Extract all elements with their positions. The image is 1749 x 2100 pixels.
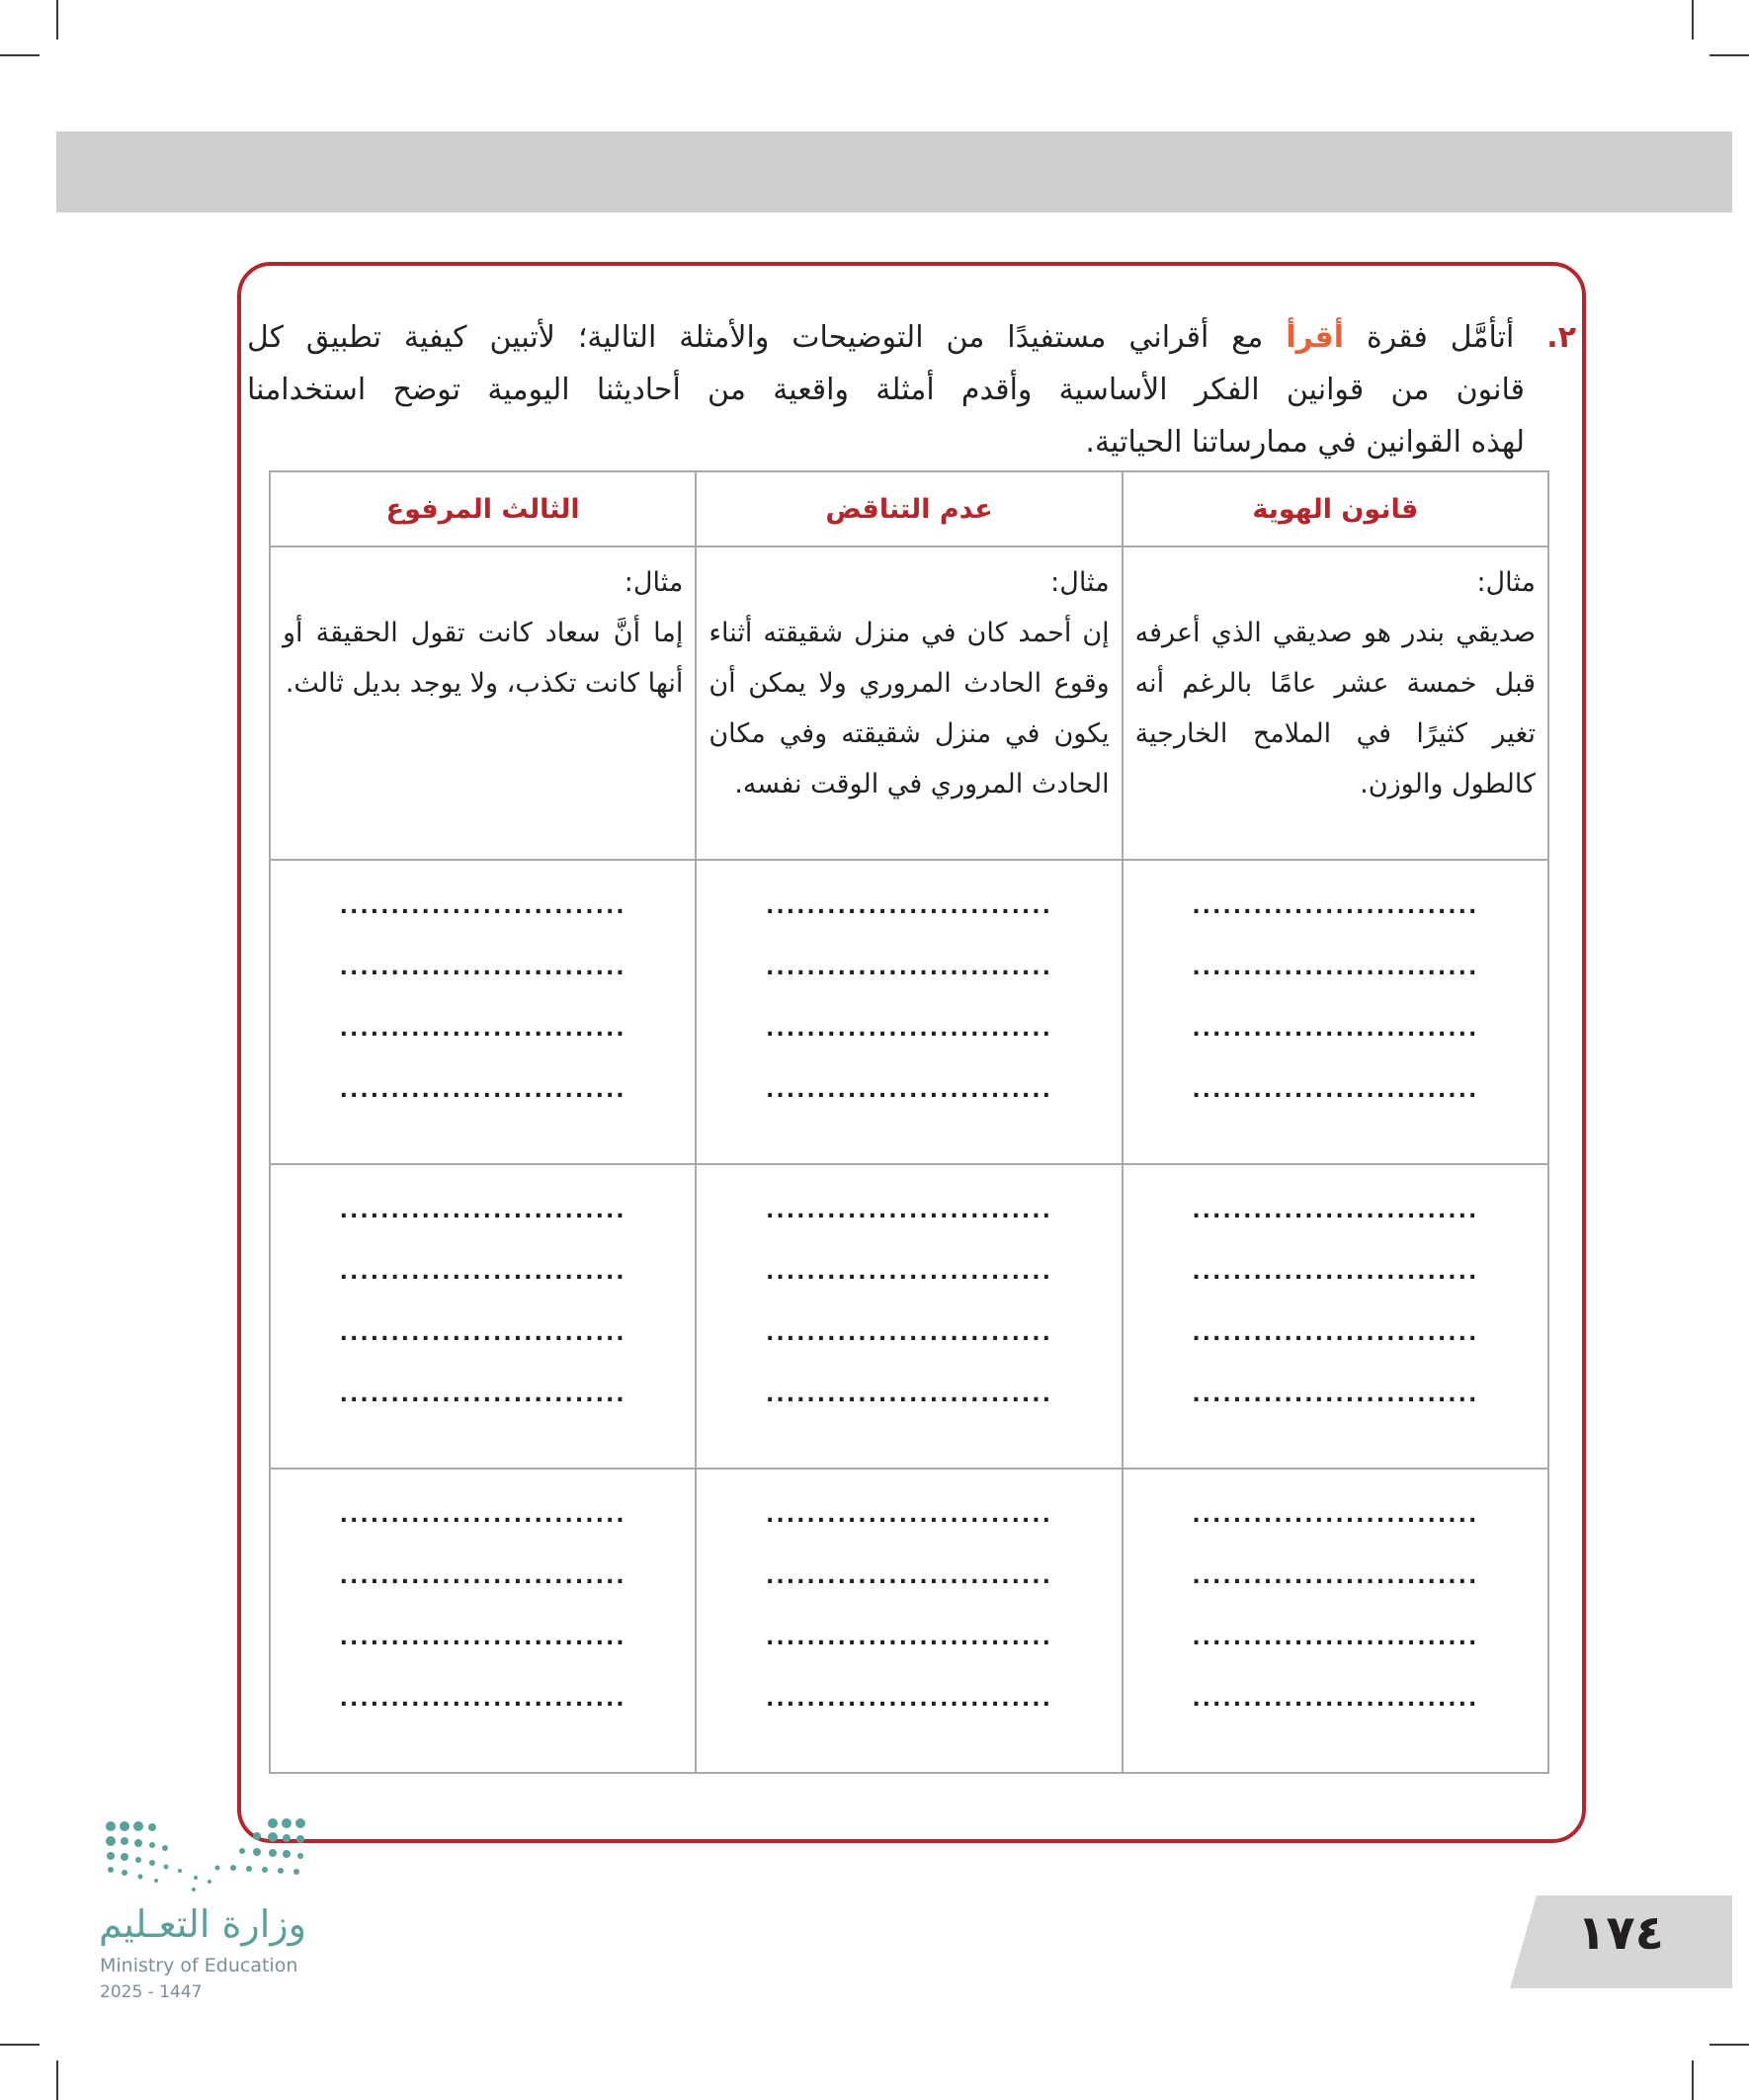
crop-mark	[0, 54, 40, 56]
ministry-name-english: Ministry of Education	[100, 1955, 298, 1976]
answer-line[interactable]: ............................	[1192, 1017, 1479, 1042]
question-line-3: لهذه القوانين في ممارساتنا الحياتية.	[1085, 425, 1525, 460]
answer-line[interactable]: ............................	[339, 1564, 626, 1589]
answer-line[interactable]: ............................	[339, 1383, 626, 1407]
edition-year: 2025 - 1447	[100, 1982, 203, 2002]
answer-line[interactable]: ............................	[339, 1687, 626, 1712]
example-cell	[270, 546, 696, 860]
crop-mark	[56, 2060, 58, 2100]
answer-line[interactable]: ............................	[339, 1503, 626, 1528]
answer-line[interactable]: ............................	[339, 1321, 626, 1346]
highlight-keyword: أقرأ	[1286, 320, 1345, 355]
answer-line[interactable]: ............................	[1192, 956, 1479, 980]
answer-line[interactable]: ............................	[1192, 894, 1479, 919]
crop-mark	[56, 0, 58, 40]
answer-line[interactable]: ............................	[1192, 1321, 1479, 1346]
answer-cell[interactable]	[270, 860, 696, 1164]
example-text: صديقي بندر هو صديقي الذي أعرفه قبل خمسة عشر عامًا بالرغم أنه تغير كثيرًا في الملامح الخارجية كالطول والوزن.	[1134, 618, 1536, 799]
answer-line[interactable]: ............................	[766, 1626, 1053, 1650]
header-identity-law: قانون الهوية	[1123, 471, 1548, 546]
table-row-examples	[270, 546, 1548, 860]
question-line-1: ٢. أتأمَّل فقرة أقرأ مع أقراني مستفيدًا من التوضيحات والأمثلة التالية؛ لأتبين كيفية تطبيق كل	[247, 320, 1577, 355]
header-excluded-middle: الثالث المرفوع	[270, 471, 696, 546]
table-header-row	[270, 471, 1548, 546]
answer-line[interactable]: ............................	[766, 1078, 1053, 1103]
table-row-blank	[270, 860, 1548, 1164]
answer-line[interactable]: ............................	[1192, 1078, 1479, 1103]
answer-cell[interactable]	[696, 1469, 1122, 1773]
answer-line[interactable]: ............................	[766, 1321, 1053, 1346]
answer-line[interactable]: ............................	[339, 1017, 626, 1042]
answer-cell[interactable]	[1123, 860, 1548, 1164]
answer-line[interactable]: ............................	[339, 1626, 626, 1650]
answer-line[interactable]: ............................	[766, 894, 1053, 919]
answer-cell[interactable]	[1123, 1469, 1548, 1773]
answer-line[interactable]: ............................	[339, 894, 626, 919]
example-text: إن أحمد كان في منزل شقيقته أثناء وقوع الحادث المروري ولا يمكن أن يكون في منزل شقيقته وفي مكان الحادث المروري في الوقت نفسه.	[708, 618, 1110, 799]
answer-line[interactable]: ............................	[766, 1017, 1053, 1042]
answer-line[interactable]: ............................	[339, 1078, 626, 1103]
example-label: مثال:	[1476, 567, 1536, 598]
example-cell	[1123, 546, 1548, 860]
answer-line[interactable]: ............................	[766, 1383, 1053, 1407]
page-number: ١٧٤	[1577, 1905, 1664, 1961]
header-bar	[56, 131, 1732, 212]
answer-line[interactable]: ............................	[1192, 1199, 1479, 1223]
answer-line[interactable]: ............................	[766, 1260, 1053, 1285]
crop-mark	[1709, 2044, 1749, 2046]
answer-line[interactable]: ............................	[766, 1199, 1053, 1223]
answer-cell[interactable]	[270, 1164, 696, 1469]
answer-cell[interactable]	[696, 1164, 1122, 1469]
answer-line[interactable]: ............................	[339, 1199, 626, 1223]
answer-line[interactable]: ............................	[1192, 1687, 1479, 1712]
answer-cell[interactable]	[270, 1469, 696, 1773]
answer-line[interactable]: ............................	[1192, 1564, 1479, 1589]
crop-mark	[1709, 54, 1749, 56]
answer-line[interactable]: ............................	[339, 1260, 626, 1285]
crop-mark	[1692, 0, 1694, 40]
answer-line[interactable]: ............................	[1192, 1626, 1479, 1650]
answer-line[interactable]: ............................	[766, 956, 1053, 980]
crop-mark	[1692, 2060, 1694, 2100]
crop-mark	[0, 2044, 40, 2046]
answer-line[interactable]: ............................	[766, 1687, 1053, 1712]
ministry-name-arabic: وزارة التعـليم	[99, 1902, 307, 1946]
answer-line[interactable]: ............................	[1192, 1503, 1479, 1528]
table-row-blank	[270, 1164, 1548, 1469]
example-label: مثال:	[624, 567, 684, 598]
answer-line[interactable]: ............................	[766, 1503, 1053, 1528]
question-line-2: قانون من قوانين الفكر الأساسية وأقدم أمثلة واقعية من أحاديثنا اليومية توضح استخدامنا	[247, 373, 1525, 407]
answer-line[interactable]: ............................	[1192, 1260, 1479, 1285]
laws-table	[269, 470, 1549, 1774]
example-cell	[696, 546, 1122, 860]
header-non-contradiction: عدم التناقض	[696, 471, 1122, 546]
example-label: مثال:	[1050, 567, 1110, 598]
answer-line[interactable]: ............................	[766, 1564, 1053, 1589]
answer-cell[interactable]	[696, 860, 1122, 1164]
table-row-blank	[270, 1469, 1548, 1773]
question-text	[247, 311, 1576, 468]
answer-cell[interactable]	[1123, 1164, 1548, 1469]
question-number: ٢.	[1546, 320, 1577, 355]
example-text: إما أنَّ سعاد كانت تقول الحقيقة أو أنها كانت تكذب، ولا يوجد بديل ثالث.	[283, 618, 684, 699]
answer-line[interactable]: ............................	[1192, 1383, 1479, 1407]
answer-line[interactable]: ............................	[339, 956, 626, 980]
